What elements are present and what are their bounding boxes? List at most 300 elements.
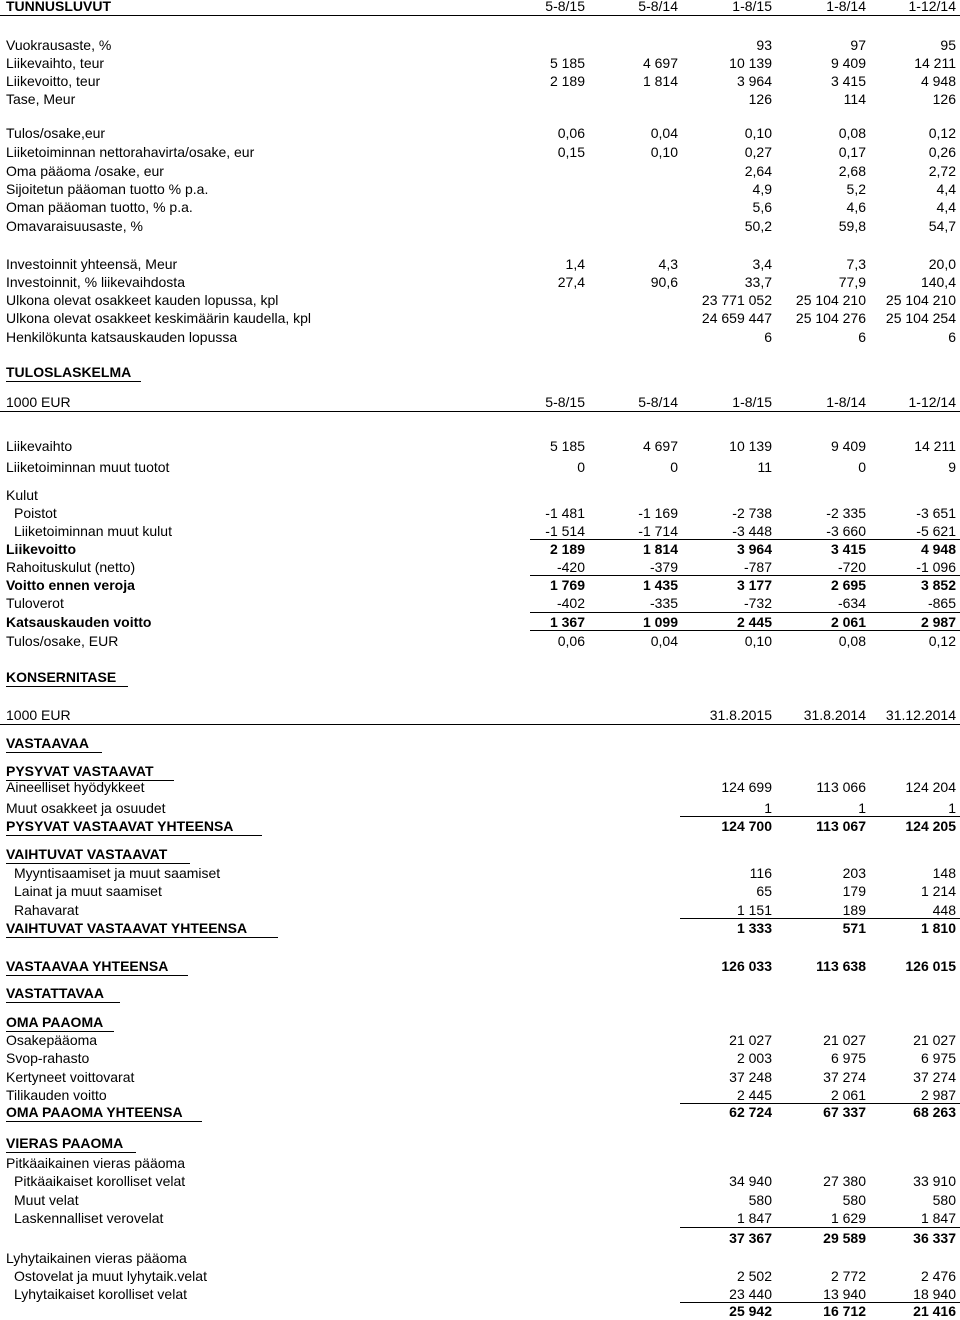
value-cell: -1 714 — [638, 523, 678, 539]
subgroup-label — [0, 1154, 960, 1172]
value-cell: 124 204 — [905, 779, 956, 795]
table-row — [0, 1031, 960, 1049]
keyfigure-row — [0, 90, 960, 108]
total-underline — [6, 1152, 136, 1153]
value-cell: 25 104 210 — [795, 292, 866, 308]
income-row — [0, 486, 960, 504]
divider — [6, 686, 128, 687]
value-cell: 0,12 — [928, 633, 956, 649]
value-cell: 0 — [670, 459, 678, 475]
value-cell: 4,4 — [936, 181, 956, 197]
keyfigure-row — [0, 291, 960, 309]
value-cell: 21 416 — [913, 1303, 956, 1319]
row-label: Osakepääoma — [6, 1032, 98, 1048]
row-label: Pitkäaikainen vieras pääoma — [6, 1155, 185, 1171]
table-row — [0, 1049, 960, 1067]
value-cell: 1 151 — [736, 902, 772, 918]
value-cell: 3 852 — [920, 577, 956, 593]
value-cell: 95 — [940, 37, 956, 53]
keyfigure-row — [0, 54, 960, 72]
value-cell: 0,12 — [928, 125, 956, 141]
total-underline — [6, 1002, 120, 1003]
table-row — [0, 1172, 960, 1190]
keyfigure-row — [0, 328, 960, 346]
value-cell: 0,10 — [744, 125, 772, 141]
value-cell: -1 169 — [638, 505, 678, 521]
value-cell: 2 061 — [830, 1087, 866, 1103]
value-cell: 93 — [756, 37, 772, 53]
value-cell: -1 514 — [545, 523, 585, 539]
section-title: TULOSLASKELMA — [6, 364, 132, 380]
value-cell: 114 — [843, 91, 866, 107]
table-row — [0, 1209, 960, 1227]
value-cell: 59,8 — [838, 218, 866, 234]
value-cell: 1,4 — [565, 256, 585, 272]
value-cell: -5 621 — [916, 523, 956, 539]
income-row — [0, 558, 960, 576]
value-cell: 4 697 — [642, 55, 678, 71]
income-row — [0, 540, 960, 558]
value-cell: 1 814 — [642, 541, 678, 557]
keyfigure-row — [0, 124, 960, 142]
income-row — [0, 504, 960, 522]
row-label: Kulut — [6, 487, 38, 503]
value-cell: 27,4 — [557, 274, 585, 290]
divider — [0, 411, 960, 412]
table-row — [0, 1068, 960, 1086]
table-row — [0, 1267, 960, 1285]
row-label: Myyntisaamiset ja muut saamiset — [14, 865, 221, 881]
value-cell: 1 810 — [920, 920, 956, 936]
value-cell: 116 — [749, 865, 772, 881]
value-cell: 203 — [842, 865, 866, 881]
row-label: Aineelliset hyödykkeet — [6, 779, 145, 795]
period-header: 1-8/14 — [826, 0, 866, 14]
table-row — [0, 1086, 960, 1104]
total-underline — [680, 1227, 960, 1228]
row-label: VASTATTAVAA — [6, 985, 104, 1001]
value-cell: 90,6 — [650, 274, 678, 290]
value-cell: 2 003 — [736, 1050, 772, 1066]
value-cell: 62 724 — [729, 1104, 772, 1120]
value-cell: 9 — [948, 459, 956, 475]
value-cell: 67 337 — [823, 1104, 866, 1120]
subtotal-row — [0, 1302, 960, 1320]
row-label: Liiketoiminnan muut tuotot — [6, 459, 170, 475]
period-header: 5-8/15 — [545, 0, 585, 14]
subgroup-label — [0, 1249, 960, 1267]
value-cell: 20,0 — [928, 256, 956, 272]
row-label: Liikevoitto — [6, 541, 77, 557]
keyfigure-row — [0, 217, 960, 235]
keyfigure-row — [0, 255, 960, 273]
value-cell: 97 — [850, 37, 866, 53]
value-cell: 5 185 — [549, 55, 585, 71]
row-label: Kertyneet voittovarat — [6, 1069, 135, 1085]
row-label: Lyhytaikaiset korolliset velat — [14, 1286, 188, 1302]
row-label: Investoinnit, % liikevaihdosta — [6, 274, 185, 290]
value-cell: 6 — [764, 329, 772, 345]
row-label: Sijoitetun pääoman tuotto % p.a. — [6, 181, 209, 197]
value-cell: 1 847 — [920, 1210, 956, 1226]
value-cell: -732 — [743, 595, 772, 611]
value-cell: 1 847 — [736, 1210, 772, 1226]
subsection-title — [0, 1013, 960, 1031]
value-cell: 4 948 — [920, 73, 956, 89]
subtotal-row — [0, 1229, 960, 1247]
row-label: Liikevaihto, teur — [6, 55, 105, 71]
subsection-title — [0, 984, 960, 1002]
total-underline — [6, 835, 262, 836]
value-cell: 14 211 — [914, 55, 956, 71]
table-row — [0, 1285, 960, 1303]
value-cell: 0,15 — [557, 144, 585, 160]
value-cell: -379 — [649, 559, 678, 575]
row-label: Vuokrausaste, % — [6, 37, 112, 53]
value-cell: -865 — [927, 595, 956, 611]
income-row — [0, 613, 960, 631]
value-cell: 1 214 — [920, 883, 956, 899]
balance-title-row — [0, 668, 960, 686]
value-cell: 23 771 052 — [701, 292, 772, 308]
row-label: Liiketoiminnan muut kulut — [14, 523, 172, 539]
total-underline — [6, 1121, 202, 1122]
row-label: Muut velat — [14, 1192, 79, 1208]
period-header: 1-8/15 — [732, 394, 772, 410]
row-label: VASTAAVAA YHTEENSA — [6, 958, 169, 974]
table-row — [0, 799, 960, 817]
row-label: Ulkona olevat osakkeet kauden lopussa, kpl — [6, 292, 279, 308]
unit-label: 1000 EUR — [6, 394, 71, 410]
value-cell: 34 940 — [729, 1173, 772, 1189]
value-cell: 2 695 — [830, 577, 866, 593]
value-cell: 3 415 — [830, 73, 866, 89]
row-label: Oma pääoma /osake, eur — [6, 163, 164, 179]
value-cell: 50,2 — [744, 218, 772, 234]
row-label: OMA PAAOMA YHTEENSA — [6, 1104, 183, 1120]
total-underline — [530, 630, 960, 631]
income-row — [0, 632, 960, 650]
value-cell: -335 — [649, 595, 678, 611]
row-label: Laskennalliset verovelat — [14, 1210, 164, 1226]
value-cell: 25 942 — [729, 1303, 772, 1319]
value-cell: -3 448 — [732, 523, 772, 539]
value-cell: 7,3 — [846, 256, 866, 272]
value-cell: 3,4 — [752, 256, 772, 272]
row-label: Katsauskauden voitto — [6, 614, 152, 630]
value-cell: -3 660 — [826, 523, 866, 539]
period-header: 5-8/15 — [545, 394, 585, 410]
value-cell: 2 061 — [830, 614, 866, 630]
row-label: Rahavarat — [14, 902, 79, 918]
subsection-title — [0, 734, 960, 752]
total-underline — [6, 752, 102, 753]
value-cell: 25 104 254 — [885, 310, 956, 326]
balance-header-row — [0, 706, 960, 724]
value-cell: 21 027 — [913, 1032, 956, 1048]
value-cell: 124 205 — [905, 818, 956, 834]
value-cell: 0,10 — [650, 144, 678, 160]
row-label: Oman pääoman tuotto, % p.a. — [6, 199, 193, 215]
value-cell: 0,06 — [557, 125, 585, 141]
value-cell: 1 099 — [642, 614, 678, 630]
row-label: Voitto ennen veroja — [6, 577, 135, 593]
value-cell: 2 987 — [920, 614, 956, 630]
row-label: Tulos/osake, EUR — [6, 633, 119, 649]
value-cell: 9 409 — [830, 55, 866, 71]
value-cell: 10 139 — [729, 55, 772, 71]
value-cell: 37 274 — [823, 1069, 866, 1085]
value-cell: 0,08 — [838, 633, 866, 649]
value-cell: 25 104 276 — [795, 310, 866, 326]
value-cell: 2 189 — [549, 541, 585, 557]
total-underline — [530, 539, 960, 540]
value-cell: 16 712 — [823, 1303, 866, 1319]
keyfigure-row — [0, 143, 960, 161]
value-cell: 5,6 — [752, 199, 772, 215]
value-cell: 6 — [948, 329, 956, 345]
section-title: KONSERNITASE — [6, 669, 117, 685]
table-row — [0, 882, 960, 900]
value-cell: 4,9 — [752, 181, 772, 197]
row-label: Investoinnit yhteensä, Meur — [6, 256, 178, 272]
row-label: Pitkäaikaiset korolliset velat — [14, 1173, 186, 1189]
value-cell: 1 814 — [642, 73, 678, 89]
subsection-title — [0, 845, 960, 863]
value-cell: 18 940 — [913, 1286, 956, 1302]
row-label: OMA PAAOMA — [6, 1014, 104, 1030]
row-label: Lainat ja muut saamiset — [14, 883, 162, 899]
value-cell: 113 066 — [816, 779, 866, 795]
value-cell: 3 964 — [736, 73, 772, 89]
value-cell: 580 — [932, 1192, 956, 1208]
keyfigures-header — [0, 0, 960, 15]
income-row — [0, 594, 960, 612]
value-cell: 3 177 — [736, 577, 772, 593]
value-cell: -1 096 — [916, 559, 956, 575]
value-cell: 65 — [756, 883, 772, 899]
row-label: Tulos/osake,eur — [6, 125, 106, 141]
value-cell: 113 638 — [816, 958, 866, 974]
value-cell: 0,26 — [928, 144, 956, 160]
value-cell: 126 015 — [905, 958, 956, 974]
keyfigure-row — [0, 309, 960, 327]
period-header: 5-8/14 — [638, 0, 678, 14]
value-cell: 6 975 — [830, 1050, 866, 1066]
value-cell: 4,4 — [936, 199, 956, 215]
value-cell: 140,4 — [920, 274, 956, 290]
value-cell: 24 659 447 — [701, 310, 772, 326]
total-underline — [530, 575, 960, 576]
value-cell: 4,3 — [658, 256, 678, 272]
value-cell: 448 — [932, 902, 956, 918]
value-cell: 126 — [748, 91, 772, 107]
table-row — [0, 901, 960, 919]
row-label: Liiketoiminnan nettorahavirta/osake, eur — [6, 144, 255, 160]
value-cell: -3 651 — [916, 505, 956, 521]
total-underline — [6, 975, 188, 976]
row-label: PYSYVAT VASTAAVAT YHTEENSA — [6, 818, 234, 834]
value-cell: 21 027 — [823, 1032, 866, 1048]
value-cell: 54,7 — [928, 218, 956, 234]
value-cell: 124 699 — [721, 779, 772, 795]
keyfigure-row — [0, 180, 960, 198]
value-cell: 27 380 — [823, 1173, 866, 1189]
value-cell: 2,72 — [928, 163, 956, 179]
unit-label: 1000 EUR — [6, 707, 71, 723]
value-cell: 580 — [748, 1192, 772, 1208]
row-label: Liikevoitto, teur — [6, 73, 101, 89]
value-cell: 126 033 — [721, 958, 772, 974]
income-title-row — [0, 363, 960, 381]
value-cell: 148 — [932, 865, 956, 881]
period-header: 1-8/15 — [732, 0, 772, 14]
table-row — [0, 1103, 960, 1121]
value-cell: -402 — [556, 595, 585, 611]
value-cell: 23 440 — [729, 1286, 772, 1302]
value-cell: 126 — [932, 91, 956, 107]
row-label: Tilikauden voitto — [6, 1087, 107, 1103]
value-cell: 4,6 — [846, 199, 866, 215]
value-cell: 571 — [842, 920, 866, 936]
row-label: Poistot — [14, 505, 57, 521]
value-cell: -420 — [556, 559, 585, 575]
value-cell: 2 445 — [736, 614, 772, 630]
income-row — [0, 437, 960, 455]
table-row — [0, 919, 960, 937]
row-label: Tase, Meur — [6, 91, 76, 107]
value-cell: -2 335 — [826, 505, 866, 521]
row-label: Omavaraisuusaste, % — [6, 218, 143, 234]
row-label: VAIHTUVAT VASTAAVAT — [6, 846, 168, 862]
row-label: VAIHTUVAT VASTAAVAT YHTEENSA — [6, 920, 248, 936]
value-cell: 2 476 — [920, 1268, 956, 1284]
value-cell: 77,9 — [838, 274, 866, 290]
row-label: Muut osakkeet ja osuudet — [6, 800, 166, 816]
value-cell: 6 — [858, 329, 866, 345]
value-cell: -634 — [837, 595, 866, 611]
row-label: Lyhytaikainen vieras pääoma — [6, 1250, 187, 1266]
value-cell: 4 697 — [642, 438, 678, 454]
row-label: Liikevaihto — [6, 438, 73, 454]
value-cell: 37 248 — [729, 1069, 772, 1085]
value-cell: 37 367 — [729, 1230, 772, 1246]
period-header: 1-12/14 — [908, 0, 956, 14]
value-cell: 1 435 — [642, 577, 678, 593]
value-cell: 1 769 — [549, 577, 585, 593]
income-row — [0, 458, 960, 476]
value-cell: 14 211 — [914, 438, 956, 454]
value-cell: 29 589 — [823, 1230, 866, 1246]
value-cell: 33 910 — [913, 1173, 956, 1189]
table-row — [0, 778, 960, 796]
value-cell: 0 — [577, 459, 585, 475]
date-header: 31.8.2014 — [803, 707, 866, 723]
value-cell: 1 — [858, 800, 866, 816]
period-header: 5-8/14 — [638, 394, 678, 410]
value-cell: 1 367 — [549, 614, 585, 630]
value-cell: 2,64 — [744, 163, 772, 179]
divider — [6, 381, 141, 382]
value-cell: 580 — [842, 1192, 866, 1208]
value-cell: 21 027 — [729, 1032, 772, 1048]
period-header: 1-8/14 — [826, 394, 866, 410]
value-cell: 10 139 — [729, 438, 772, 454]
date-header: 31.8.2015 — [709, 707, 772, 723]
value-cell: 4 948 — [920, 541, 956, 557]
keyfigure-row — [0, 198, 960, 216]
value-cell: 2 987 — [920, 1087, 956, 1103]
divider — [0, 724, 960, 725]
value-cell: 3 964 — [736, 541, 772, 557]
value-cell: 1 629 — [830, 1210, 866, 1226]
value-cell: 124 700 — [721, 818, 772, 834]
value-cell: 68 263 — [913, 1104, 956, 1120]
value-cell: 0,10 — [744, 633, 772, 649]
section-title: TUNNUSLUVUT — [6, 0, 111, 14]
income-row — [0, 522, 960, 540]
row-label: Tuloverot — [6, 595, 64, 611]
value-cell: 189 — [842, 902, 866, 918]
keyfigure-row — [0, 36, 960, 54]
row-label: VASTAAVAA — [6, 735, 89, 751]
value-cell: 37 274 — [913, 1069, 956, 1085]
value-cell: -1 481 — [545, 505, 585, 521]
value-cell: 179 — [842, 883, 866, 899]
value-cell: 5 185 — [549, 438, 585, 454]
income-row — [0, 576, 960, 594]
value-cell: 2 445 — [736, 1087, 772, 1103]
value-cell: 3 415 — [830, 541, 866, 557]
keyfigure-row — [0, 273, 960, 291]
value-cell: 0,17 — [838, 144, 866, 160]
value-cell: 0,06 — [557, 633, 585, 649]
value-cell: 113 067 — [816, 818, 866, 834]
value-cell: 2,68 — [838, 163, 866, 179]
value-cell: 6 975 — [920, 1050, 956, 1066]
divider — [0, 15, 960, 16]
keyfigure-row — [0, 162, 960, 180]
value-cell: -720 — [837, 559, 866, 575]
table-row — [0, 817, 960, 835]
table-row — [0, 1191, 960, 1209]
row-label: PYSYVAT VASTAAVAT — [6, 763, 154, 779]
value-cell: 1 — [948, 800, 956, 816]
value-cell: 1 333 — [736, 920, 772, 936]
value-cell: 0,27 — [744, 144, 772, 160]
value-cell: 0 — [858, 459, 866, 475]
value-cell: 2 772 — [830, 1268, 866, 1284]
period-header: 1-12/14 — [908, 394, 956, 410]
value-cell: 0,08 — [838, 125, 866, 141]
row-label: Rahoituskulut (netto) — [6, 559, 136, 575]
value-cell: 1 — [764, 800, 772, 816]
value-cell: 0,04 — [650, 125, 678, 141]
total-underline — [530, 612, 960, 613]
value-cell: 9 409 — [830, 438, 866, 454]
value-cell: 13 940 — [823, 1286, 866, 1302]
date-header: 31.12.2014 — [885, 707, 956, 723]
grand-total-row — [0, 957, 960, 975]
row-label: Ulkona olevat osakkeet keskimäärin kaudella, kpl — [6, 310, 312, 326]
row-label: Svop-rahasto — [6, 1050, 90, 1066]
value-cell: 2 189 — [549, 73, 585, 89]
row-label: Ostovelat ja muut lyhytaik.velat — [14, 1268, 207, 1284]
total-underline — [6, 937, 278, 938]
value-cell: 25 104 210 — [885, 292, 956, 308]
value-cell: 5,2 — [846, 181, 866, 197]
value-cell: -2 738 — [732, 505, 772, 521]
